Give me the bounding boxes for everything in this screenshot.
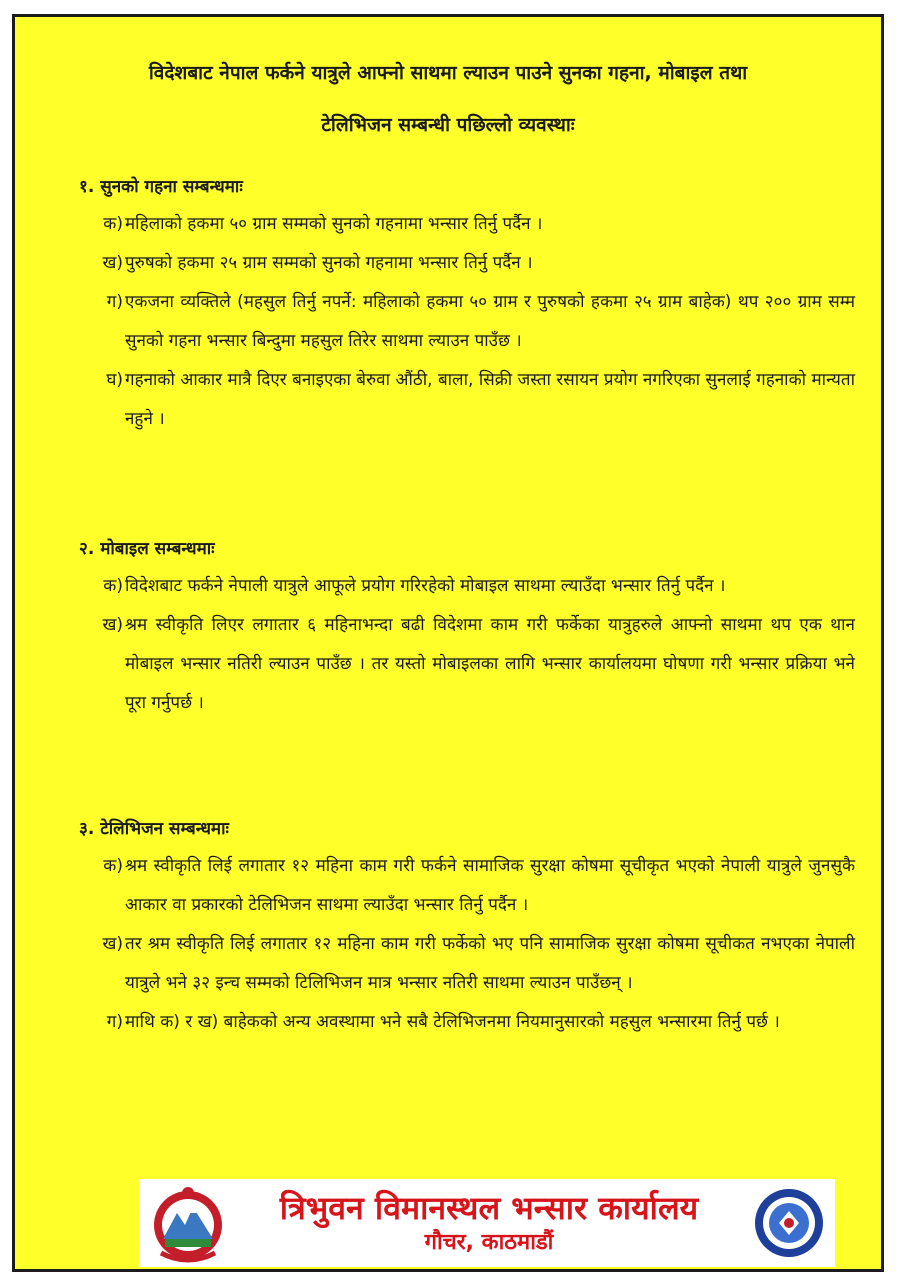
section-heading: १. सुनको गहना सम्बन्धमाः (79, 177, 243, 197)
item-text: गहनाको आकार मात्रै दिएर बनाइएका बेरुवा औंठी, बाला, सिक्री जस्ता रसायन प्रयोग नगरिएका सुनलाई गहनाको मान्यता नहुने । (125, 370, 855, 429)
section-television (65, 811, 855, 1042)
item-text: श्रम स्वीकृति लिई लगातार १२ महिना काम गरी फर्कने सामाजिक सुरक्षा कोषमा सूचीकृत भएको नेपाली यात्रुले जुनसुकै आकार वा प्रकारको टेलिभिजन साथमा ल्याउँदा भन्सार तिर्नु पर्दैन । (125, 856, 855, 915)
item-text: श्रम स्वीकृति लिएर लगातार ६ महिनाभन्दा बढी विदेशमा काम गरी फर्केका यात्रुहरुले आफ्नो साथमा थप एक थान मोबाइल भन्सार नतिरी ल्याउन पाउँछ । तर यस्तो मोबाइलका लागि भन्सार कार्यालयमा घोषणा गरी भन्सार प्रक्रिया भने पूरा गर्नुपर्छ । (125, 615, 855, 713)
item-label: ग) (106, 1012, 123, 1032)
list-item (65, 606, 855, 723)
notice-board (12, 14, 884, 1272)
section-mobile (65, 531, 855, 723)
item-label: क) (103, 576, 123, 596)
item-label: ख) (102, 934, 123, 954)
section-heading: ३. टेलिभिजन सम्बन्धमाः (79, 819, 229, 839)
item-label: घ) (106, 370, 123, 390)
item-text: पुरुषको हकमा २५ ग्राम सम्मको सुनको गहनामा भन्सार तिर्नु पर्दैन । (125, 253, 533, 273)
list-item (65, 283, 855, 361)
item-label: ख) (102, 615, 123, 635)
item-text: तर श्रम स्वीकृति लिई लगातार १२ महिना काम गरी फर्केको भए पनि सामाजिक सुरक्षा कोषमा सूचीकत नभएका नेपाली यात्रुले भने ३२ इन्च सम्मको टिलिभिजन मात्र भन्सार नतिरी साथमा ल्याउन पाउँछन् । (125, 934, 855, 993)
item-label: क) (103, 856, 123, 876)
list-item (65, 205, 855, 244)
section-heading: २. मोबाइल सम्बन्धमाः (79, 539, 215, 559)
footer-banner (139, 1179, 835, 1267)
list-item (65, 925, 855, 1003)
item-label: ग) (106, 292, 123, 312)
list-item (65, 847, 855, 925)
item-label: ख) (102, 253, 123, 273)
item-text: विदेशबाट फर्कने नेपाली यात्रुले आफूले प्रयोग गरिरहेको मोबाइल साथमा ल्याउँदा भन्सार तिर्नु पर्दैन । (125, 576, 726, 596)
title-line-2: टेलिभिजन सम्बन्धी पछिल्लो व्यवस्थाः (321, 114, 575, 136)
office-name: त्रिभुवन विमानस्थल भन्सार कार्यालय (279, 1189, 699, 1227)
list-item (65, 1003, 855, 1042)
customs-seal-icon (751, 1183, 827, 1263)
list-item (65, 567, 855, 606)
nepal-emblem-icon (149, 1183, 227, 1263)
item-text: महिलाको हकमा ५० ग्राम सम्मको सुनको गहनामा भन्सार तिर्नु पर्दैन । (125, 214, 543, 234)
list-item (65, 361, 855, 439)
notice-title (35, 47, 861, 151)
title-line-1: विदेशबाट नेपाल फर्कने यात्रुले आफ्नो साथमा ल्याउन पाउने सुनका गहना, मोबाइल तथा (148, 62, 748, 84)
office-address: गौचर, काठमाडौं (424, 1230, 554, 1255)
item-label: क) (103, 214, 123, 234)
item-text: माथि क) र ख) बाहेकको अन्य अवस्थामा भने सबै टेलिभिजनमा नियमानुसारको महसुल भन्सारमा तिर्नु पर्छ । (125, 1012, 780, 1032)
list-item (65, 244, 855, 283)
section-gold (65, 169, 855, 439)
item-text: एकजना व्यक्तिले (महसुल तिर्नु नपर्ने: महिलाको हकमा ५० ग्राम र पुरुषको हकमा २५ ग्राम बाहेक) थप २०० ग्राम सम्म सुनको गहना भन्सार बिन्दुमा महसुल तिरेर साथमा ल्याउन पाउँछ । (125, 292, 855, 351)
